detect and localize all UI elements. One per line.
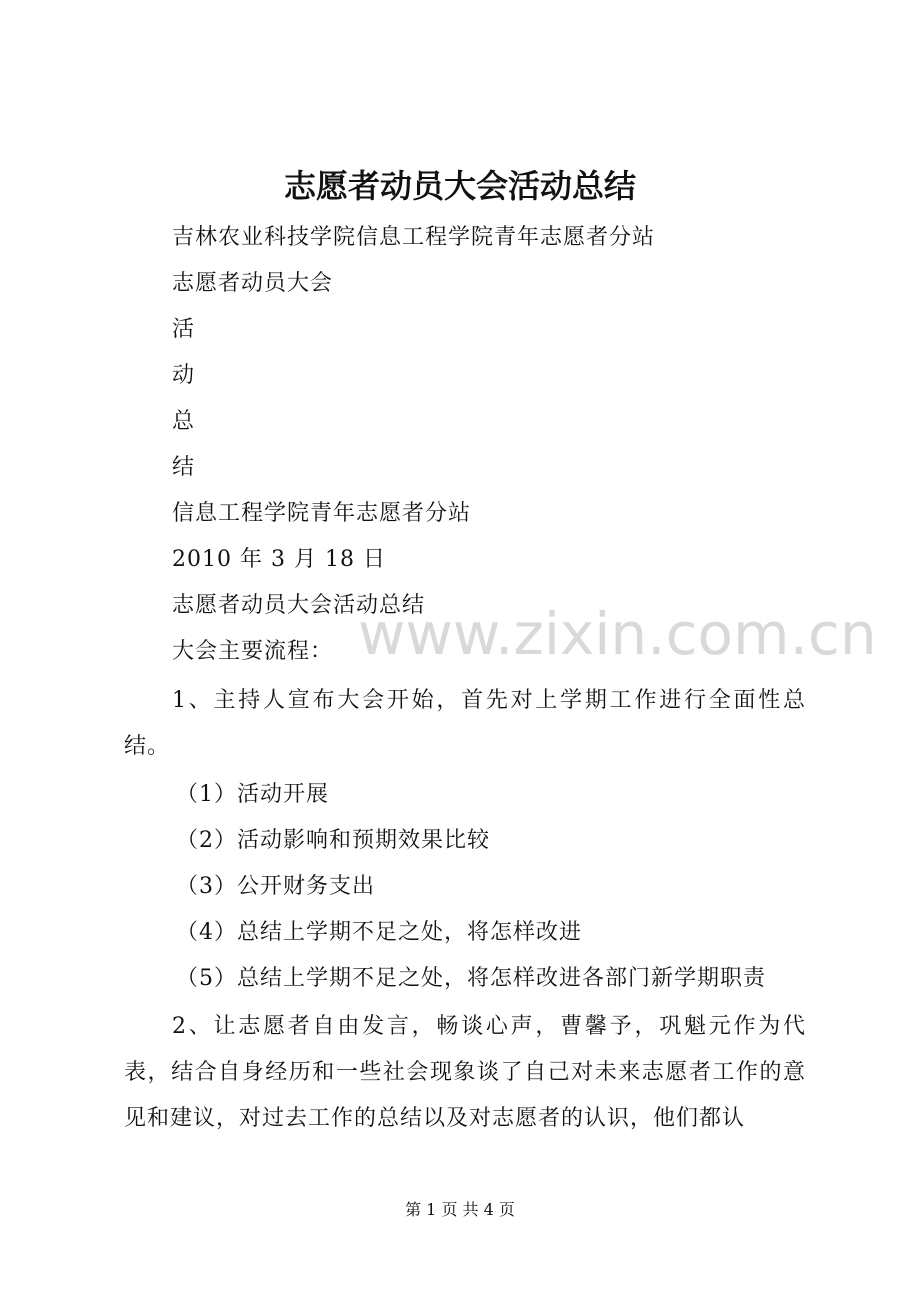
issuer-line: 信息工程学院青年志愿者分站 (172, 501, 472, 526)
vertical-char-4: 结 (172, 455, 196, 480)
item-2-paragraph: 2、让志愿者自由发言，畅谈心声，曹馨予，巩魁元作为代表，结合自身经历和一些社会现象谈了自己对未来志愿者工作的意见和建议，对过去工作的总结以及对志愿者的认识，他们都认 (124, 1014, 806, 1131)
document-title: 志愿者动员大会活动总结 (283, 167, 636, 205)
section-heading: 志愿者动员大会活动总结 (172, 593, 426, 618)
organization-line: 吉林农业科技学院信息工程学院青年志愿者分站 (172, 225, 656, 250)
vertical-char-1: 活 (172, 317, 196, 342)
watermark: www.zixin.com.cn (358, 600, 877, 668)
event-line: 志愿者动员大会 (172, 271, 334, 296)
flow-label: 大会主要流程： (172, 639, 334, 664)
subitem-1: （1）活动开展 (176, 782, 329, 807)
item-1-paragraph: 1、主持人宣布大会开始，首先对上学期工作进行全面性总结。 (124, 688, 806, 759)
subitem-5: （5）总结上学期不足之处，将怎样改进各部门新学期职责 (176, 966, 766, 991)
vertical-char-3: 总 (172, 409, 196, 434)
subitem-4: （4）总结上学期不足之处，将怎样改进 (176, 920, 582, 945)
subitem-2: （2）活动影响和预期效果比较 (176, 828, 490, 853)
date-line: 2010 年 3 月 18 日 (172, 547, 386, 572)
vertical-char-2: 动 (172, 363, 196, 388)
page-footer: 第 1 页 共 4 页 (405, 1200, 515, 1219)
subitem-3: （3）公开财务支出 (176, 874, 375, 899)
